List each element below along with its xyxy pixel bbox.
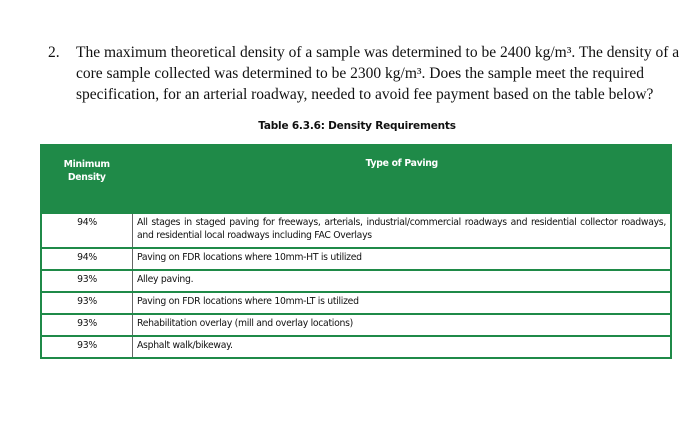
table-row xyxy=(41,292,671,314)
header-minimum-label: Minimum xyxy=(63,159,110,170)
table-row xyxy=(41,248,671,270)
question-line: specification, for an arterial roadway, needed to avoid fee payment based on the table below? xyxy=(76,86,654,103)
paving-cell: Paving on FDR locations where 10mm-HT is utilized xyxy=(133,248,672,270)
density-cell: 94% xyxy=(41,213,133,248)
question-line: core sample collected was determined to be 2300 kg/m³. Does the sample meet the required xyxy=(76,65,645,82)
question-text xyxy=(76,42,688,105)
density-cell: 93% xyxy=(41,336,133,358)
density-cell: 93% xyxy=(41,292,133,314)
header-density-label: Density xyxy=(67,172,106,183)
paving-cell: All stages in staged paving for freeways, arterials, industrial/commercial roadways and residential collector roadways, and residential local roadways including FAC Overlays xyxy=(133,213,672,248)
density-cell: 94% xyxy=(41,248,133,270)
header-minimum-density xyxy=(41,145,133,213)
paving-cell: Paving on FDR locations where 10mm-LT is utilized xyxy=(133,292,672,314)
table-caption xyxy=(0,120,700,132)
table-row xyxy=(41,336,671,358)
question-number: 2. xyxy=(48,44,60,61)
paving-cell: Alley paving. xyxy=(133,270,672,292)
paving-cell: Rehabilitation overlay (mill and overlay locations) xyxy=(133,314,672,336)
question-line: The maximum theoretical density of a sample was determined to be 2400 kg/m³. The density of a xyxy=(76,44,680,61)
header-type-of-paving: Type of Paving xyxy=(133,145,672,213)
density-cell: 93% xyxy=(41,270,133,292)
table-header-row xyxy=(41,145,671,213)
table-row xyxy=(41,270,671,292)
table-caption-text: Table 6.3.6: Density Requirements xyxy=(258,120,456,132)
density-cell: 93% xyxy=(41,314,133,336)
table-row xyxy=(41,213,671,248)
table-row xyxy=(41,314,671,336)
density-requirements-table xyxy=(40,144,672,359)
paving-cell: Asphalt walk/bikeway. xyxy=(133,336,672,358)
